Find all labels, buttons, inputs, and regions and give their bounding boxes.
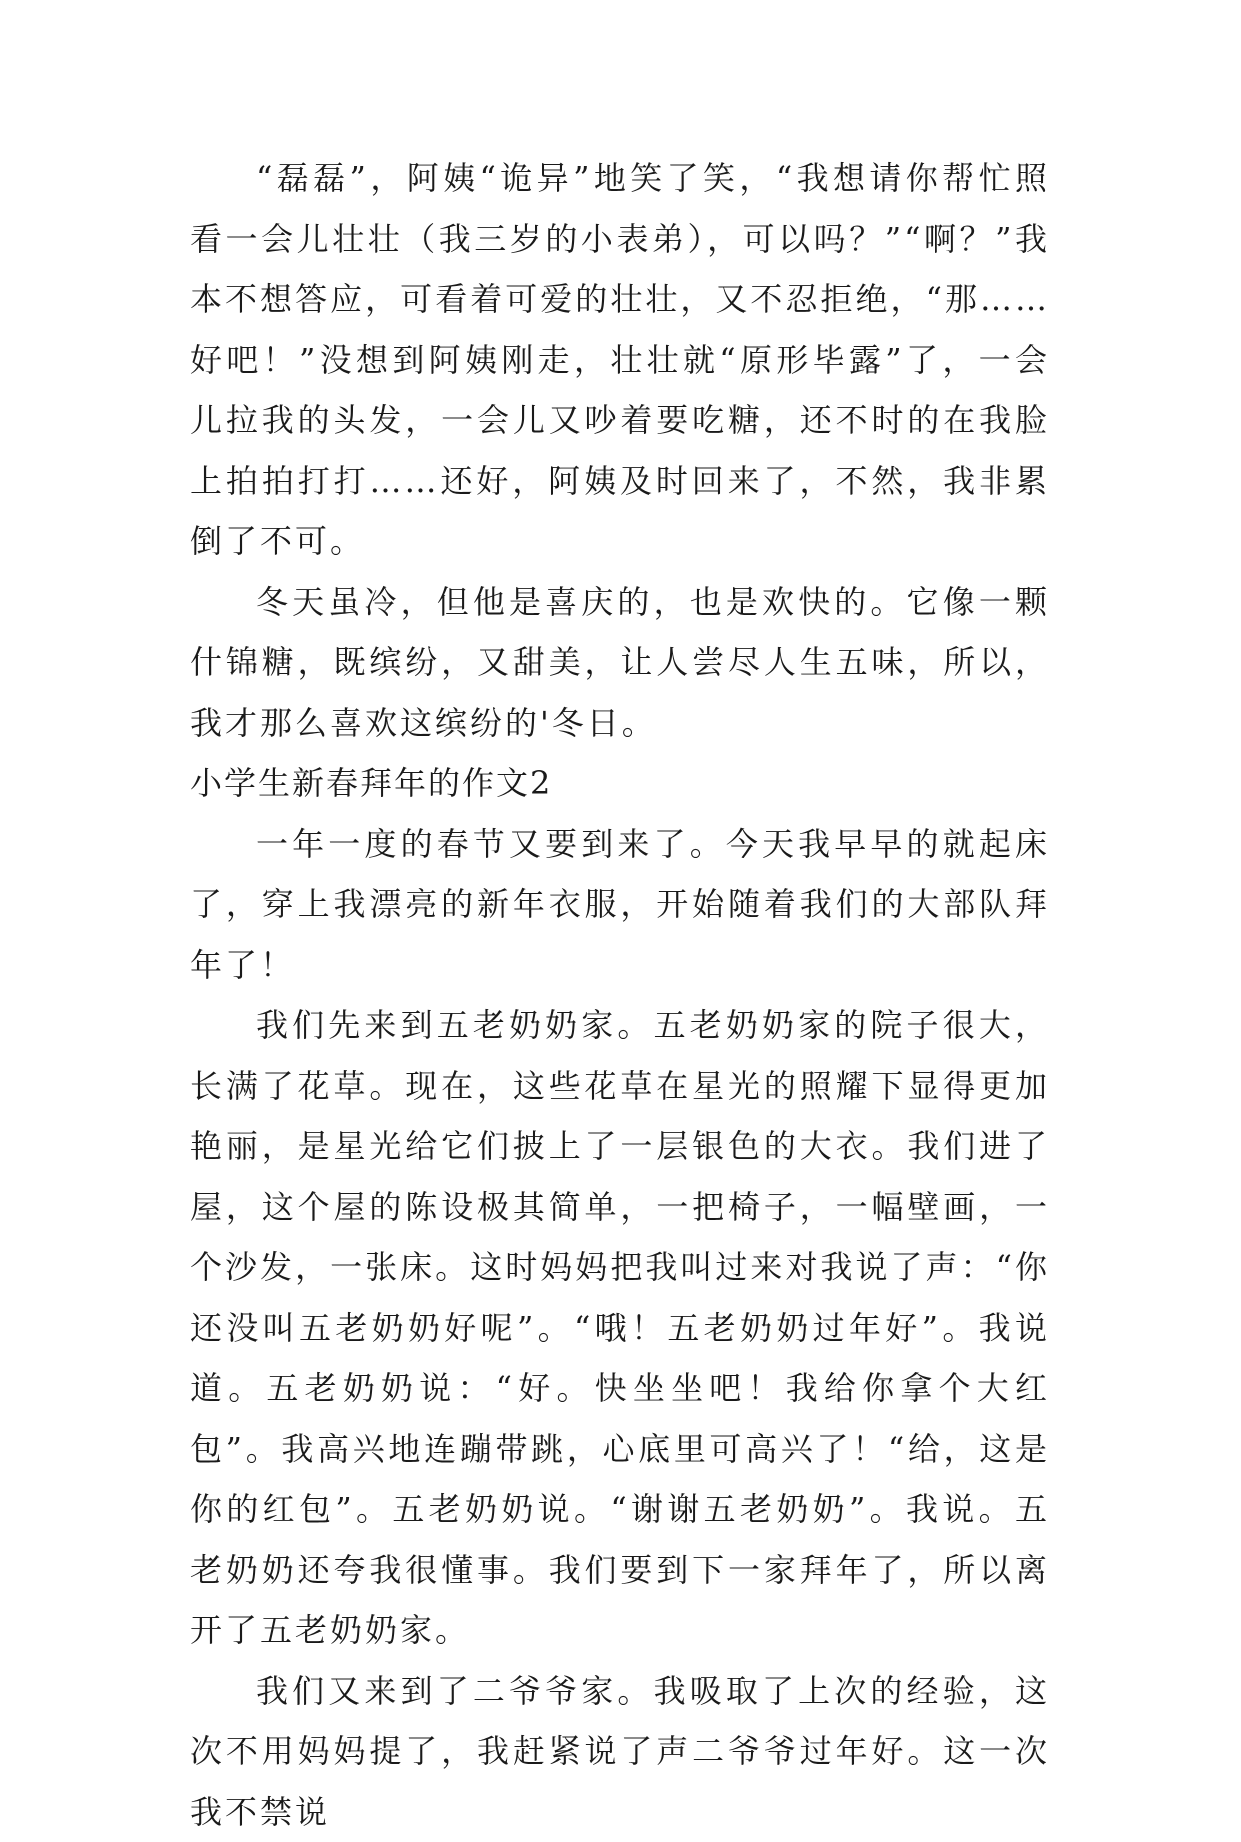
paragraph-winter-conclusion: 冬天虽冷，但他是喜庆的，也是欢快的。它像一颗什锦糖，既缤纷，又甜美，让人尝尽人生五味，所以，我才那么喜欢这缤纷的'冬日。 (190, 572, 1050, 754)
paragraph-babysitting: “磊磊”，阿姨“诡异”地笑了笑，“我想请你帮忙照看一会儿壮壮（我三岁的小表弟），可以吗？”“啊？”我本不想答应，可看着可爱的壮壮，又不忍拒绝，“那……好吧！”没想到阿姨刚走，壮壮就“原形毕露”了，一会儿拉我的头发，一会儿又吵着要吃糖，还不时的在我脸上拍拍打打……还好，阿姨及时回来了，不然，我非累倒了不可。 (190, 148, 1050, 572)
paragraph-grandma-visit: 我们先来到五老奶奶家。五老奶奶家的院子很大，长满了花草。现在，这些花草在星光的照耀下显得更加艳丽，是星光给它们披上了一层银色的大衣。我们进了屋，这个屋的陈设极其简单，一把椅子，一幅壁画，一个沙发，一张床。这时妈妈把我叫过来对我说了声：“你还没叫五老奶奶好呢”。“哦！五老奶奶过年好”。我说道。五老奶奶说：“好。快坐坐吧！我给你拿个大红包”。我高兴地连蹦带跳，心底里可高兴了！“给，这是你的红包”。五老奶奶说。“谢谢五老奶奶”。我说。五老奶奶还夸我很懂事。我们要到下一家拜年了，所以离开了五老奶奶家。 (190, 995, 1050, 1661)
essay-heading: 小学生新春拜年的作文2 (190, 753, 1050, 814)
document-body (190, 148, 1050, 1842)
paragraph-grandpa-visit: 我们又来到了二爷爷家。我吸取了上次的经验，这次不用妈妈提了，我赶紧说了声二爷爷过年好。这一次我不禁说 (190, 1661, 1050, 1842)
paragraph-new-year-morning: 一年一度的春节又要到来了。今天我早早的就起床了，穿上我漂亮的新年衣服，开始随着我们的大部队拜年了！ (190, 814, 1050, 996)
